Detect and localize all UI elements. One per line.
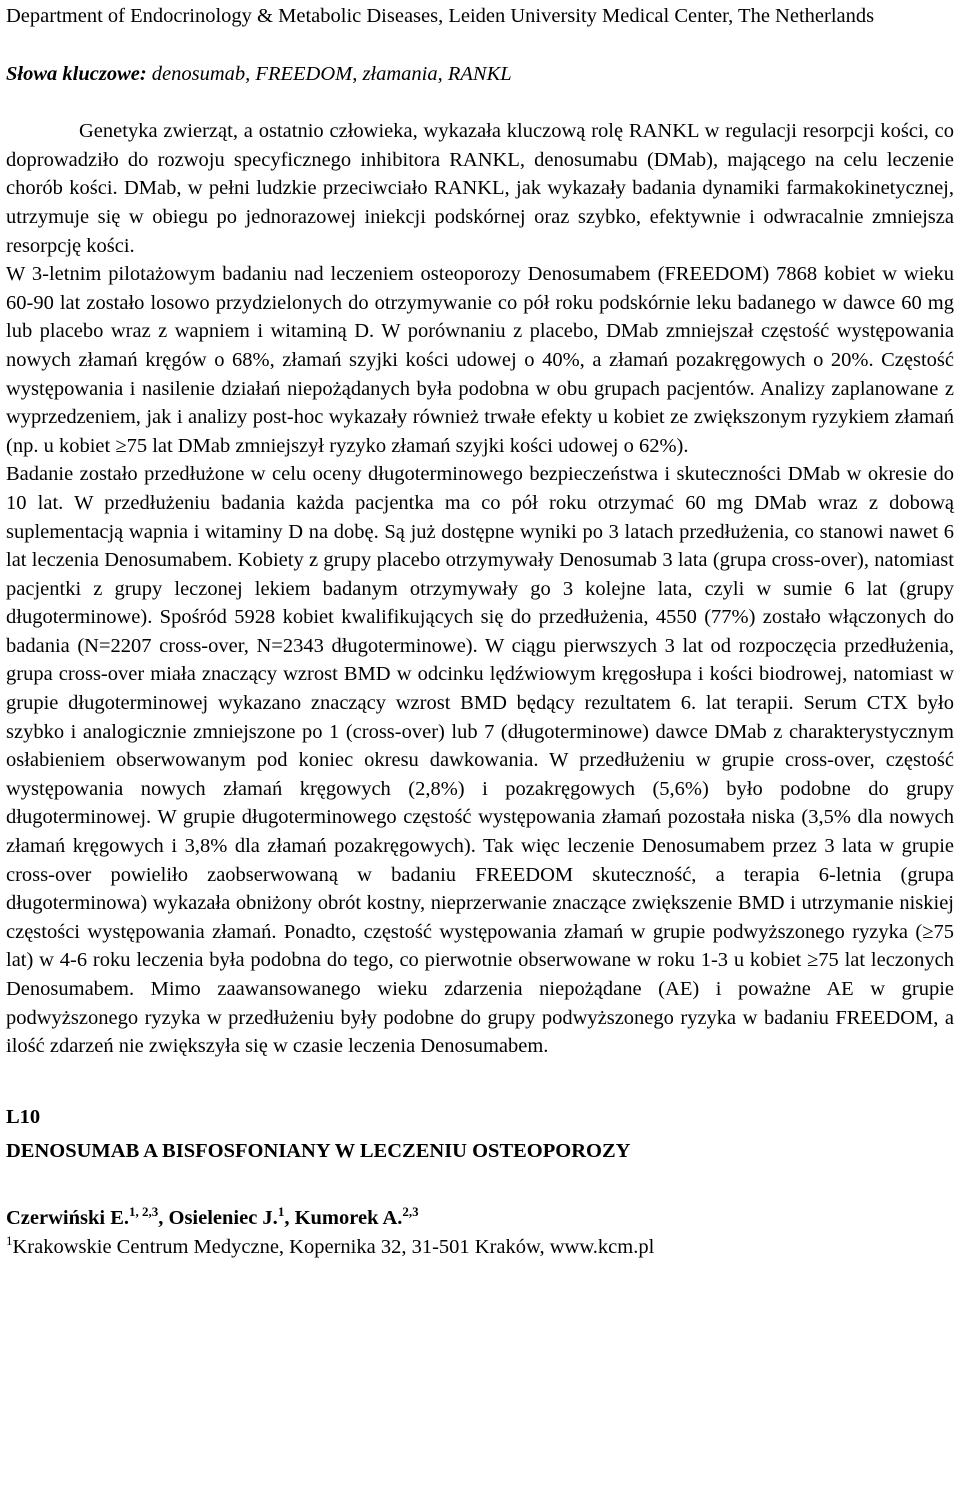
- abstract-paragraph-1: Genetyka zwierząt, a ostatnio człowieka, wykazała kluczową rolę RANKL w regulacji resorpcji kości, co doprowadziło do rozwoju specyficznego inhibitora RANKL, denosumabu (DMab), mającego na celu leczenie chorób kości. DMab, w pełni ludzkie przeciwciało RANKL, jak wykazały badania dynamiki farmakokinetycznej, utrzymuje się w obiegu po jednorazowej iniekcji podskórnej oraz szybko, efektywnie i odwracalnie zmniejsza resorpcję kości.: [6, 120, 954, 257]
- author-separator: ,: [158, 1206, 169, 1229]
- affiliation-mark: 1: [6, 1232, 13, 1248]
- author-name: Osieleniec J.: [168, 1206, 278, 1229]
- author-name: Kumorek A.: [294, 1206, 403, 1229]
- section-title: DENOSUMAB A BISFOSFONIANY W LECZENIU OSTEOPOROZY: [6, 1140, 631, 1163]
- keywords-label: Słowa kluczowe:: [6, 62, 147, 85]
- keywords-text: denosumab, FREEDOM, złamania, RANKL: [146, 62, 512, 85]
- author-list: [6, 1204, 954, 1233]
- section-code: L10: [6, 1105, 41, 1128]
- author-affiliation-mark: 2,3: [402, 1203, 419, 1219]
- keywords-line: [6, 60, 954, 89]
- author-name: Czerwiński E.: [6, 1206, 129, 1229]
- author-separator: ,: [284, 1206, 295, 1229]
- author-affiliation-mark: 1: [277, 1203, 285, 1219]
- abstract-paragraph-3: Badanie zostało przedłużone w celu oceny długoterminowego bezpieczeństwa i skuteczności DMab w okresie do 10 lat. W przedłużeniu badania każda pacjentka ma co pół roku otrzymać 60 mg DMab wraz z dobową suplementacją wapnia i witaminy D na dobę. Są już dostępne wyniki po 3 latach przedłużenia, co stanowi nawet 6 lat leczenia Denosumabem. Kobiety z grupy placebo otrzymywały Denosumab 3 lata (grupa cross-over), natomiast pacjentki z grupy leczonej lekiem badanym otrzymywały go 3 kolejne lata, czyli w sumie 6 lat (grupy długoterminowe). Spośród 5928 kobiet kwalifikujących się do przedłużenia, 4550 (77%) zostało włączonych do badania (N=2207 cross-over, N=2343 długoterminowe). W ciągu pierwszych 3 lat od rozpoczęcia przedłużenia, grupa cross-over miała znaczący wzrost BMD w odcinku lędźwiowym kręgosłupa i kości biodrowej, natomiast w grupie długoterminowej wykazano znaczący wzrost BMD będący rezultatem 6. lat terapii. Serum CTX było szybko i analogicznie zmniejszone po 1 (cross-over) lub 7 (długoterminowe) dawce DMab z charakterystycznym osłabieniem obserwowanym pod koniec okresu dawkowania. W przedłużeniu w grupie cross-over, częstość występowania nowych złamań kręgowych (2,8%) i pozakręgowych (5,6%) było podobne do grupy długoterminowej. W grupie długoterminowego częstość występowania złamań pozostała niska (3,5% dla nowych złamań kręgowych i 3,8% dla złamań pozakręgowych). Tak więc leczenie Denosumabem przez 3 lata w grupie cross-over powieliło zaobserwowaną w badaniu FREEDOM skuteczność, a terapia 6-letnia (grupa długoterminowa) wykazała obniżony obrót kostny, nieprzerwanie znaczące zwiększenie BMD i utrzymanie niskiej częstości występowania złamań. Ponadto, częstość występowania złamań w grupie podwyższonego ryzyka (≥75 lat) w 4-6 roku leczenia była podobna do tego, co pierwotnie obserwowane w roku 1-3 u kobiet ≥75 lat leczonych Denosumabem. Mimo zaawansowanego wieku zdarzenia niepożądane (AE) i poważne AE w grupie podwyższonego ryzyka w przedłużeniu były podobne do grupy podwyższonego ryzyka w badaniu FREEDOM, a ilość zdarzeń nie zwiększyła się w czasie leczenia Denosumabem.: [6, 463, 954, 1058]
- affiliation-text: Krakowskie Centrum Medyczne, Kopernika 32, 31-501 Kraków, www.kcm.pl: [12, 1235, 655, 1258]
- author-affiliation-mark: 1, 2,3: [129, 1203, 159, 1219]
- affiliation-top: Department of Endocrinology & Metabolic Diseases, Leiden University Medical Center, The Netherlands: [6, 5, 875, 27]
- abstract-paragraph-2: W 3-letnim pilotażowym badaniu nad leczeniem osteoporozy Denosumabem (FREEDOM) 7868 kobiet w wieku 60-90 lat zostało losowo przydzielonych do otrzymywanie co pół roku podskórnie leku badanego w dawce 60 mg lub placebo wraz z wapniem i witaminą D. W porównaniu z placebo, DMab zmniejszał częstość występowania nowych złamań kręgów o 68%, złamań szyjki kości udowej o 40%, a złamań pozakręgowych o 20%. Częstość występowania i nasilenie działań niepożądanych była podobna w obu grupach pacjentów. Analizy zaplanowane z wyprzedzeniem, jak i analizy post-hoc wykazały również trwałe efekty u kobiet ze zwiększonym ryzykiem złamań (np. u kobiet ≥75 lat DMab zmniejszył ryzyko złamań szyjki kości udowej o 62%).: [6, 263, 954, 457]
- affiliation-bottom: [6, 1233, 954, 1262]
- document-page: [6, 0, 954, 1261]
